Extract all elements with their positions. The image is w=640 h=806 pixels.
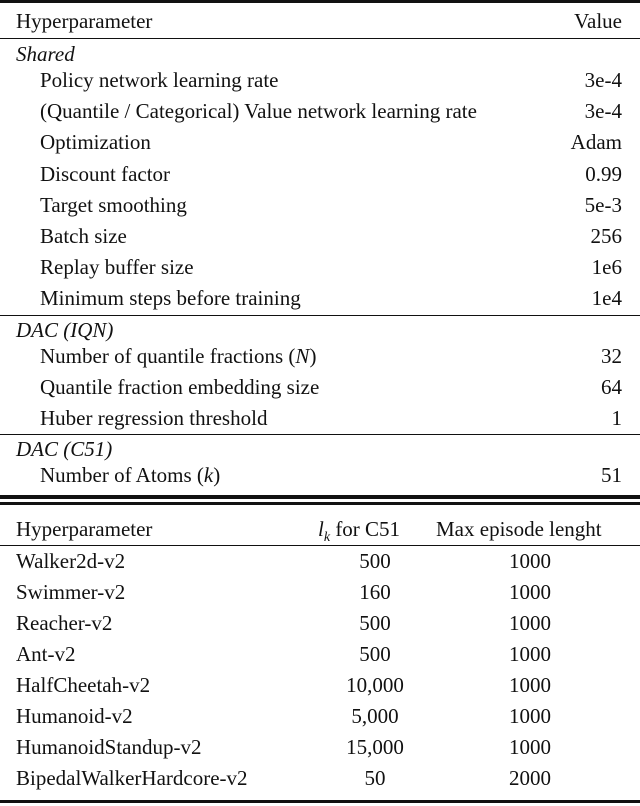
- param-value: 1e6: [591, 255, 622, 280]
- section-title: Shared: [16, 42, 75, 66]
- param-name: (Quantile / Categorical) Value network learning rate: [40, 99, 477, 124]
- param-name: Batch size: [40, 224, 127, 248]
- param-name: Huber regression threshold: [40, 406, 268, 430]
- double-rule-bottom: [0, 502, 640, 505]
- lk-value: 15,000: [346, 735, 404, 759]
- param-value: 3e-4: [584, 99, 622, 124]
- max-episode-value: 1000: [509, 549, 551, 573]
- max-episode-value: 1000: [509, 611, 551, 635]
- param-value: Adam: [570, 130, 622, 155]
- param-value: 5e-3: [584, 192, 622, 217]
- lk-value: 50: [364, 766, 386, 790]
- param-value: 0.99: [585, 161, 622, 186]
- param-name: Optimization: [40, 130, 151, 155]
- max-episode-value: 2000: [509, 766, 551, 790]
- env-name: Humanoid-v2: [16, 704, 133, 728]
- section-rule: [0, 434, 640, 435]
- header-hyperparameter-2: Hyperparameter: [16, 517, 153, 541]
- env-name: HalfCheetah-v2: [16, 673, 151, 697]
- header-lk: $l_k$ for C51: [318, 517, 401, 546]
- lk-value: 160: [359, 580, 391, 604]
- param-name: Target smoothing: [40, 192, 187, 217]
- param-name: Minimum steps before training: [40, 286, 301, 311]
- param-name: Number of Atoms (k): [40, 463, 221, 488]
- env-name: Ant-v2: [16, 642, 76, 666]
- double-rule-top: [0, 495, 640, 499]
- env-name: BipedalWalkerHardcore-v2: [16, 766, 248, 790]
- param-value: 1: [611, 406, 622, 430]
- env-name: Swimmer-v2: [16, 580, 126, 604]
- env-name: Reacher-v2: [16, 611, 113, 635]
- lk-value: 5,000: [351, 704, 399, 728]
- header-max-episode: Max episode lenght: [436, 517, 602, 541]
- header-value: Value: [574, 9, 622, 33]
- lk-value: 10,000: [346, 673, 404, 697]
- max-episode-value: 1000: [509, 580, 551, 604]
- lk-value: 500: [359, 642, 391, 666]
- param-name: Replay buffer size: [40, 255, 194, 280]
- param-name: Discount factor: [40, 161, 171, 186]
- lk-value: 500: [359, 549, 391, 573]
- max-episode-value: 1000: [509, 735, 551, 759]
- max-episode-value: 1000: [509, 642, 551, 666]
- param-value: 51: [601, 463, 622, 488]
- param-value: 256: [590, 224, 622, 248]
- max-episode-value: 1000: [509, 704, 551, 728]
- param-value: 32: [601, 343, 622, 368]
- param-value: 3e-4: [584, 68, 622, 92]
- bottom-rule: [0, 800, 640, 803]
- header-rule-2: [0, 545, 640, 546]
- param-name: Policy network learning rate: [40, 68, 279, 92]
- param-value: 1e4: [591, 286, 622, 311]
- param-name: Quantile fraction embedding size: [40, 374, 320, 399]
- header-rule: [0, 38, 640, 39]
- param-value: 64: [601, 374, 622, 399]
- env-name: Walker2d-v2: [16, 549, 126, 573]
- section-rule: [0, 315, 640, 316]
- header-hyperparameter: Hyperparameter: [16, 9, 153, 33]
- max-episode-value: 1000: [509, 673, 551, 697]
- lk-value: 500: [359, 611, 391, 635]
- env-name: HumanoidStandup-v2: [16, 735, 202, 759]
- param-name: Number of quantile fractions (N): [40, 343, 317, 368]
- section-title: DAC (C51): [16, 437, 113, 462]
- top-rule: [0, 0, 640, 3]
- section-title: DAC (IQN): [16, 317, 114, 342]
